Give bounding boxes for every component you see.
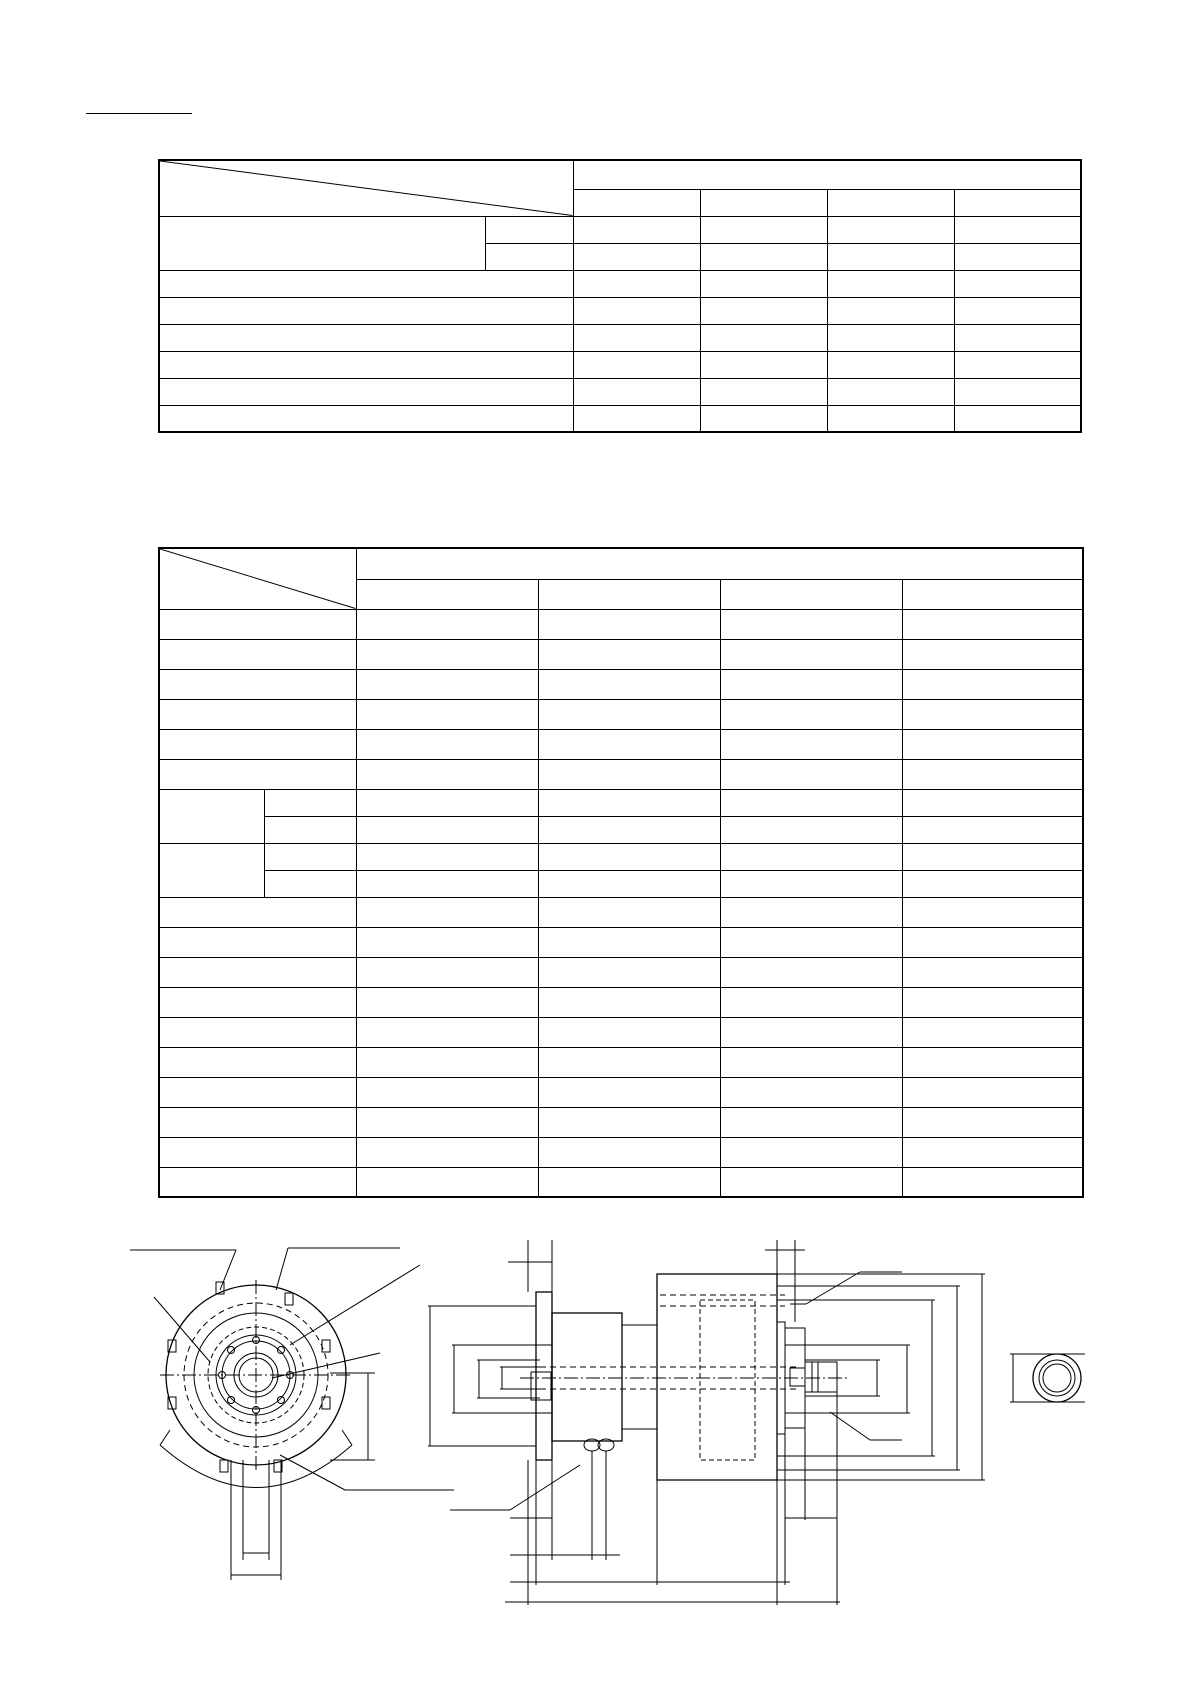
table-cell (538, 1167, 720, 1197)
table-cell (720, 1077, 902, 1107)
table-cell (902, 609, 1083, 639)
table-cell (573, 297, 700, 324)
table-cell (356, 957, 538, 987)
table-row (159, 1107, 1083, 1137)
table-cell (356, 759, 538, 789)
table-cell (827, 405, 954, 432)
table-cell (902, 759, 1083, 789)
table-cell (827, 216, 954, 243)
table-row (159, 297, 1081, 324)
table-cell (573, 243, 700, 270)
table-row (159, 378, 1081, 405)
table-cell (902, 1077, 1083, 1107)
table-cell (827, 351, 954, 378)
table-cell (356, 897, 538, 927)
table-cell (356, 609, 538, 639)
table-cell (902, 639, 1083, 669)
table-cell (159, 1137, 356, 1167)
table-cell (573, 405, 700, 432)
table-row (159, 699, 1083, 729)
engineering-drawing (0, 1220, 1192, 1620)
table-cell (159, 1077, 356, 1107)
table-cell (720, 987, 902, 1017)
table-cell (954, 378, 1081, 405)
table-cell (954, 243, 1081, 270)
table-row (159, 729, 1083, 759)
table-row (159, 1077, 1083, 1107)
table-cell (902, 816, 1083, 843)
table-cell (700, 216, 827, 243)
table-row (159, 1167, 1083, 1197)
table-cell (159, 1107, 356, 1137)
table-cell (720, 579, 902, 609)
table-cell (159, 378, 573, 405)
table-cell (264, 789, 356, 816)
table-cell (356, 1047, 538, 1077)
side-view (428, 1240, 985, 1605)
table-cell (159, 609, 356, 639)
table-cell (356, 1167, 538, 1197)
table-cell (538, 1077, 720, 1107)
table-cell (159, 957, 356, 987)
table-cell (538, 927, 720, 957)
table-cell (902, 957, 1083, 987)
table-cell (720, 759, 902, 789)
table-cell (356, 870, 538, 897)
table-cell (538, 1107, 720, 1137)
table-row (159, 639, 1083, 669)
table-cell (954, 297, 1081, 324)
table-cell (356, 816, 538, 843)
table-cell (538, 579, 720, 609)
table-row (159, 759, 1083, 789)
spec-table-top (158, 159, 1082, 433)
table-cell (573, 216, 700, 243)
table-cell (573, 378, 700, 405)
table-cell (700, 270, 827, 297)
table-cell (573, 324, 700, 351)
table-cell (538, 609, 720, 639)
table-cell (720, 957, 902, 987)
table-cell (720, 669, 902, 699)
table-cell (159, 987, 356, 1017)
table-cell (356, 987, 538, 1017)
table-row (159, 816, 1083, 843)
table-row (159, 927, 1083, 957)
table-cell (485, 216, 573, 243)
table-cell (720, 1167, 902, 1197)
table-cell (720, 609, 902, 639)
table-cell (264, 843, 356, 870)
table-row (159, 1017, 1083, 1047)
table-cell (159, 729, 356, 759)
table-cell (159, 270, 573, 297)
table-cell (356, 1077, 538, 1107)
table-cell (356, 669, 538, 699)
table-cell (159, 639, 356, 669)
table-cell (356, 579, 538, 609)
table-cell (827, 189, 954, 216)
table-cell (159, 324, 573, 351)
table-cell (827, 324, 954, 351)
table-row (159, 270, 1081, 297)
table-cell (827, 378, 954, 405)
table-cell (159, 1167, 356, 1197)
table-cell (954, 216, 1081, 243)
table-cell (902, 729, 1083, 759)
table-cell (159, 1047, 356, 1077)
table-cell (159, 759, 356, 789)
table-cell (264, 870, 356, 897)
table-cell (538, 729, 720, 759)
table-cell (902, 1107, 1083, 1137)
table-cell (485, 243, 573, 270)
table-cell (720, 789, 902, 816)
table-cell (902, 897, 1083, 927)
table-cell (902, 870, 1083, 897)
table-cell (902, 1167, 1083, 1197)
table-cell (902, 669, 1083, 699)
table-cell (720, 639, 902, 669)
table-row (159, 870, 1083, 897)
table-cell (159, 405, 573, 432)
table-cell (356, 1107, 538, 1137)
table-cell (159, 297, 573, 324)
table-row (159, 1137, 1083, 1167)
table-cell (720, 816, 902, 843)
table-cell (538, 699, 720, 729)
header-group-cell (573, 160, 1081, 189)
table-cell (954, 405, 1081, 432)
table-cell (700, 243, 827, 270)
table-cell (954, 351, 1081, 378)
heading-rule (86, 113, 192, 114)
table-row (159, 609, 1083, 639)
table-cell (902, 579, 1083, 609)
table-cell (954, 189, 1081, 216)
table-cell (573, 351, 700, 378)
table-cell (902, 789, 1083, 816)
table-cell (827, 297, 954, 324)
table-cell (700, 324, 827, 351)
table-cell (700, 351, 827, 378)
table-cell (356, 843, 538, 870)
table-cell (538, 669, 720, 699)
table-cell (538, 639, 720, 669)
table-cell (356, 1017, 538, 1047)
spec-table-bottom (158, 547, 1084, 1198)
table-cell (902, 699, 1083, 729)
table-row (159, 351, 1081, 378)
table-row (159, 789, 1083, 816)
detail-view (1010, 1354, 1085, 1402)
table-cell (159, 843, 264, 897)
table-cell (538, 987, 720, 1017)
table-cell (827, 270, 954, 297)
table-cell (573, 189, 700, 216)
table-row (159, 897, 1083, 927)
header-diagonal-cell (159, 160, 573, 216)
table-cell (538, 759, 720, 789)
header-group-cell (356, 548, 1083, 579)
table-cell (356, 789, 538, 816)
table-row (159, 669, 1083, 699)
table-cell (720, 927, 902, 957)
table-cell (720, 1107, 902, 1137)
table-cell (159, 1017, 356, 1047)
table-cell (538, 897, 720, 927)
table-cell (902, 987, 1083, 1017)
table-cell (720, 729, 902, 759)
table-cell (159, 669, 356, 699)
table-cell (902, 1047, 1083, 1077)
table-cell (538, 1047, 720, 1077)
table-cell (159, 789, 264, 843)
table-cell (538, 870, 720, 897)
table-cell (827, 243, 954, 270)
table-cell (954, 270, 1081, 297)
table-cell (720, 1047, 902, 1077)
table-cell (902, 1017, 1083, 1047)
table-cell (902, 1137, 1083, 1167)
table-cell (902, 843, 1083, 870)
header-diagonal-cell (159, 548, 356, 609)
table-row (159, 987, 1083, 1017)
table-cell (954, 324, 1081, 351)
table-row (159, 216, 1081, 243)
table-header-row (159, 548, 1083, 579)
table-row (159, 843, 1083, 870)
table-cell (356, 639, 538, 669)
table-row (159, 324, 1081, 351)
front-view (130, 1248, 454, 1580)
table-cell (720, 1137, 902, 1167)
table-cell (159, 699, 356, 729)
table-cell (700, 297, 827, 324)
table-cell (720, 870, 902, 897)
table-cell (159, 216, 485, 270)
table-row (159, 405, 1081, 432)
table-cell (902, 927, 1083, 957)
table-cell (538, 843, 720, 870)
table-cell (720, 699, 902, 729)
table-cell (538, 957, 720, 987)
table-header-row (159, 160, 1081, 189)
table-cell (356, 699, 538, 729)
table-cell (573, 270, 700, 297)
table-cell (700, 378, 827, 405)
table-cell (159, 927, 356, 957)
table-cell (356, 729, 538, 759)
table-cell (700, 405, 827, 432)
table-cell (720, 1017, 902, 1047)
table-cell (538, 789, 720, 816)
table-cell (700, 189, 827, 216)
table-cell (356, 927, 538, 957)
table-cell (264, 816, 356, 843)
table-cell (720, 843, 902, 870)
table-cell (538, 816, 720, 843)
table-cell (538, 1137, 720, 1167)
table-row (159, 957, 1083, 987)
table-cell (159, 351, 573, 378)
table-cell (538, 1017, 720, 1047)
table-row (159, 1047, 1083, 1077)
table-cell (159, 897, 356, 927)
table-cell (720, 897, 902, 927)
table-cell (356, 1137, 538, 1167)
